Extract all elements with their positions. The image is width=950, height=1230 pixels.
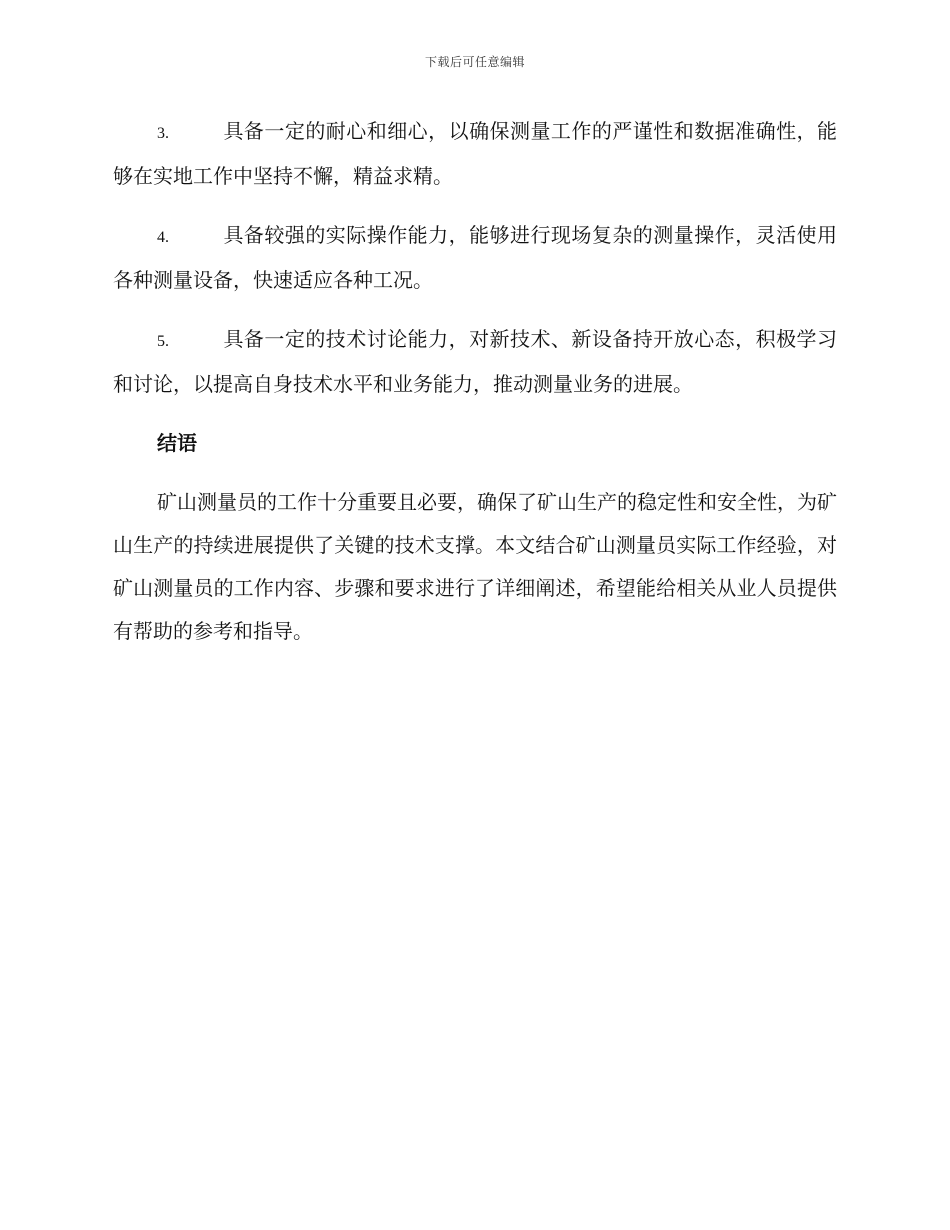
item-number: 3.: [157, 125, 169, 142]
item-text: 具备较强的实际操作能力，能够进行现场复杂的测量操作，灵活使用各种测量设备，快速适应各种工况。: [113, 223, 837, 292]
conclusion-heading: 结语: [157, 431, 197, 455]
document-body: [113, 110, 837, 653]
page-header-note: 下载后可任意编辑: [424, 55, 525, 69]
item-text: 具备一定的技术讨论能力，对新技术、新设备持开放心态，积极学习和讨论，以提高自身技术水平和业务能力，推动测量业务的进展。: [113, 327, 837, 396]
item-text: 具备一定的耐心和细心，以确保测量工作的严谨性和数据准确性，能够在实地工作中坚持不懈，精益求精。: [113, 119, 837, 188]
requirement-item-4: [113, 214, 837, 302]
item-number: 4.: [157, 229, 169, 246]
requirement-item-3: [113, 110, 837, 198]
conclusion-paragraph: 矿山测量员的工作十分重要且必要，确保了矿山生产的稳定性和安全性，为矿山生产的持续进展提供了关键的技术支撑。本文结合矿山测量员实际工作经验，对矿山测量员的工作内容、步骤和要求进行了详细阐述，希望能给相关从业人员提供有帮助的参考和指导。: [113, 490, 837, 643]
requirement-item-5: [113, 318, 837, 406]
item-number: 5.: [157, 333, 169, 350]
